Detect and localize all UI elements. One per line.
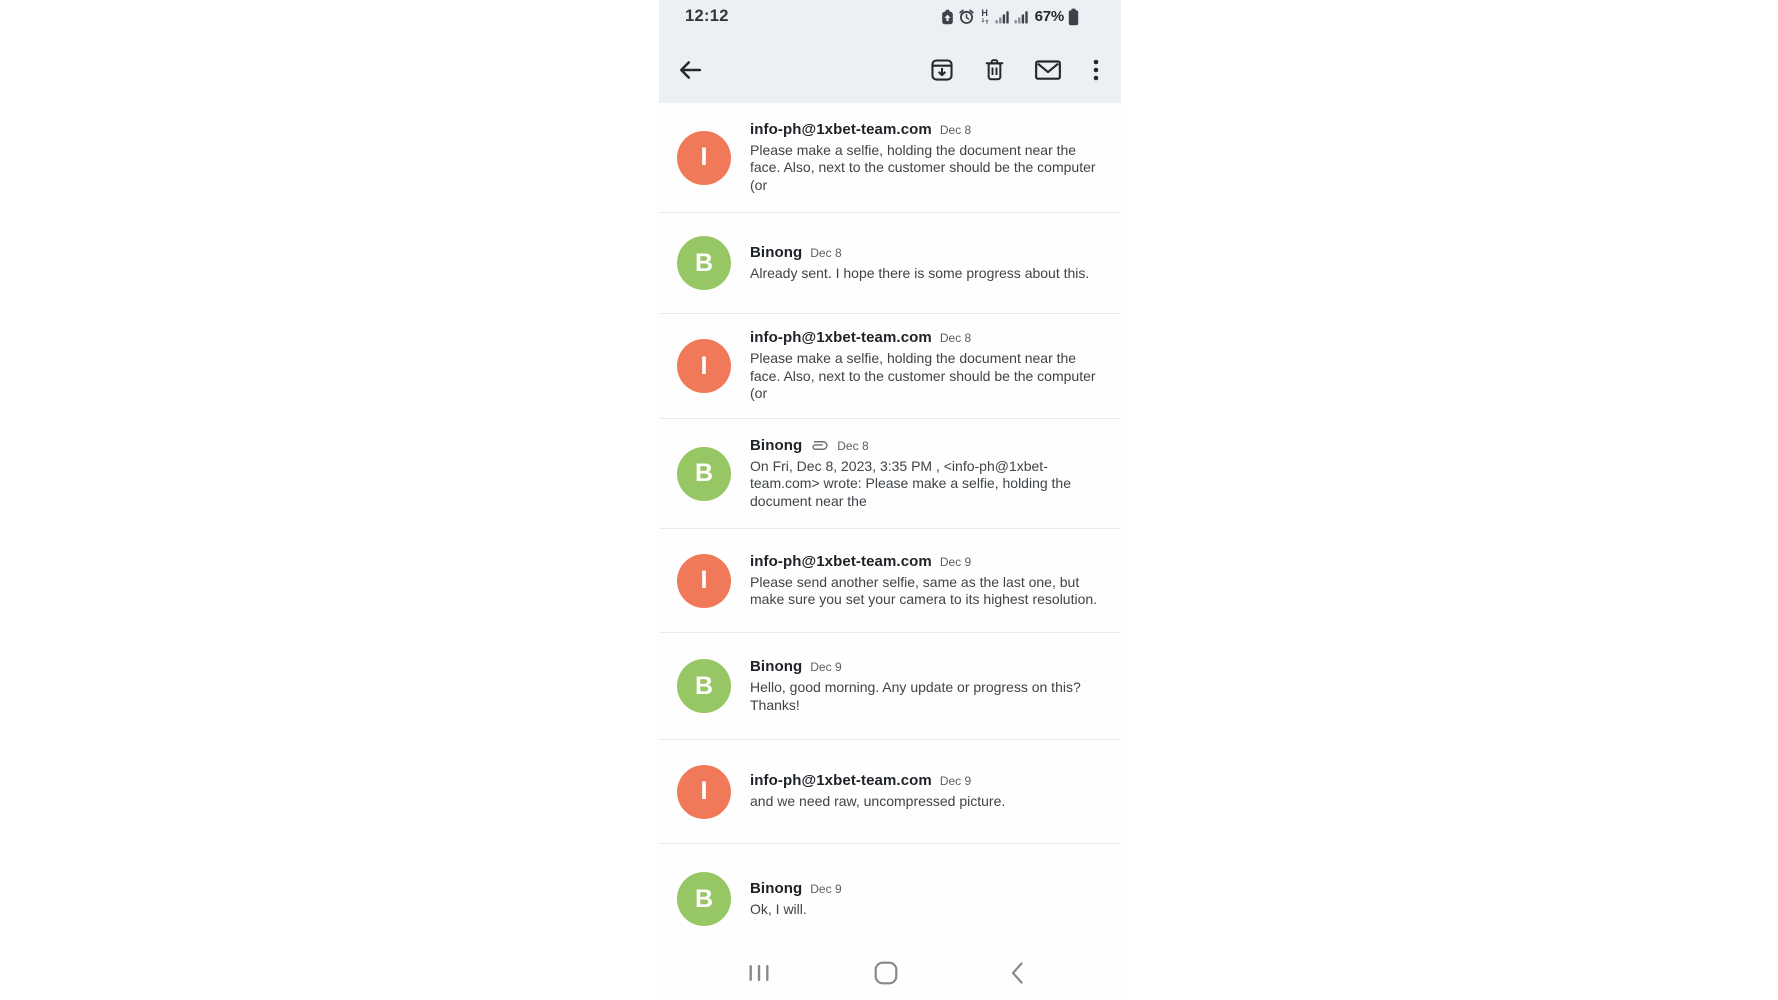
date-label: Dec 9 xyxy=(939,554,972,569)
email-list-item[interactable] xyxy=(659,314,1121,419)
sender-name: Binong xyxy=(750,658,803,675)
battery-percent-label: 67% xyxy=(1034,8,1064,25)
avatar: B xyxy=(677,659,731,713)
date-label: Dec 9 xyxy=(810,881,842,896)
email-list-item[interactable] xyxy=(659,213,1121,314)
date-label: Dec 8 xyxy=(810,245,842,260)
message-snippet: and we need raw, uncompressed picture. xyxy=(750,793,1006,810)
avatar: I xyxy=(677,554,731,608)
status-time: 12:12 xyxy=(685,7,729,25)
avatar: B xyxy=(677,447,731,501)
sender-name: Binong xyxy=(750,879,803,897)
archive-icon[interactable] xyxy=(929,57,955,83)
email-list-item[interactable] xyxy=(659,529,1121,633)
email-list-item[interactable] xyxy=(659,633,1121,740)
avatar: I xyxy=(677,131,731,185)
email-list-item[interactable] xyxy=(659,103,1121,213)
phone-screen xyxy=(659,0,1121,1000)
message-snippet: Please make a selfie, holding the document near the face. Also, next to the customer should be the computer (or xyxy=(750,350,1096,402)
battery-icon xyxy=(1068,8,1079,26)
alarm-icon xyxy=(958,8,975,25)
date-label: Dec 8 xyxy=(939,122,972,137)
date-label: Dec 8 xyxy=(939,331,972,346)
date-label: Dec 8 xyxy=(837,438,869,453)
email-item-text xyxy=(750,437,1106,511)
status-bar xyxy=(659,0,1121,26)
toolbar-actions xyxy=(929,57,1103,83)
message-snippet: Ok, I will. xyxy=(750,900,807,917)
email-item-text xyxy=(750,880,1106,919)
sender-name: Binong xyxy=(750,436,803,454)
message-snippet: On Fri, Dec 8, 2023, 3:35 PM , <info-ph@1xbet-team.com> wrote: Please make a selfie, holding the document near the xyxy=(750,457,1072,509)
avatar: B xyxy=(677,236,731,290)
sender-name: info-ph@1xbet-team.com xyxy=(750,120,932,138)
bottom-nav-bar xyxy=(659,942,1121,1000)
email-thread-list xyxy=(659,103,1121,954)
signal-bars-icon xyxy=(995,10,1010,24)
date-label: Dec 9 xyxy=(939,774,972,789)
attachment-icon xyxy=(809,440,829,451)
email-item-text xyxy=(750,658,1106,714)
power-saving-icon xyxy=(941,9,954,25)
sender-name: info-ph@1xbet-team.com xyxy=(750,329,932,347)
back-arrow-icon[interactable] xyxy=(676,56,704,84)
email-item-text xyxy=(750,329,1106,403)
message-snippet: Please make a selfie, holding the document near the face. Also, next to the customer should be the computer (or xyxy=(750,141,1096,193)
email-list-item[interactable] xyxy=(659,844,1121,954)
email-list-item[interactable] xyxy=(659,419,1121,529)
date-label: Dec 9 xyxy=(810,660,842,674)
signal-bars-icon xyxy=(1014,10,1029,24)
toolbar xyxy=(659,44,1121,96)
message-snippet: Already sent. I hope there is some progress about this. xyxy=(750,264,1090,281)
avatar: B xyxy=(677,872,731,926)
status-icons xyxy=(941,7,1079,26)
app-header xyxy=(659,0,1121,103)
avatar: I xyxy=(677,339,731,393)
delete-icon[interactable] xyxy=(982,57,1007,83)
sender-name: Binong xyxy=(750,243,803,261)
email-item-text xyxy=(750,772,1106,811)
recents-icon[interactable] xyxy=(748,964,771,983)
home-icon[interactable] xyxy=(874,961,899,986)
sender-name: info-ph@1xbet-team.com xyxy=(750,552,932,570)
sender-name: info-ph@1xbet-team.com xyxy=(750,772,932,790)
overflow-menu-icon[interactable] xyxy=(1089,57,1103,83)
email-item-text xyxy=(750,244,1106,283)
message-snippet: Please send another selfie, same as the last one, but make sure you set your camera to its highest resolution. xyxy=(750,573,1098,607)
email-item-text xyxy=(750,121,1106,195)
message-snippet: Hello, good morning. Any update or progress on this? Thanks! xyxy=(750,679,1081,713)
avatar: I xyxy=(677,765,731,819)
email-item-text xyxy=(750,553,1106,609)
back-icon[interactable] xyxy=(1010,962,1024,985)
mail-icon[interactable] xyxy=(1034,58,1062,82)
email-list-item[interactable] xyxy=(659,740,1121,844)
mobile-data-h-icon: H xyxy=(980,9,990,24)
